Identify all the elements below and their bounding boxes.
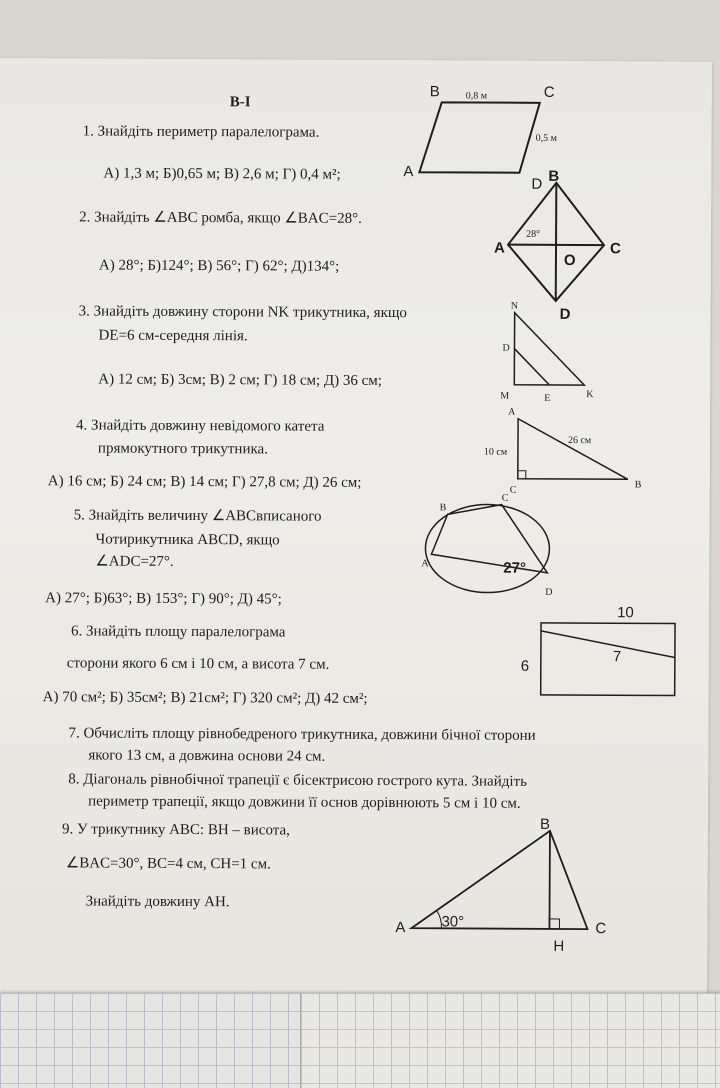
q1-label-d: D xyxy=(531,175,543,193)
q4-answers: А) 16 см; Б) 24 см; В) 14 см; Г) 27,8 см; Д) 26 см; xyxy=(47,473,362,491)
q9-line2: ∠BAC=30°, BC=4 см, CH=1 см. xyxy=(65,855,271,873)
q3-label-d: D xyxy=(502,342,510,354)
q1-parallelogram xyxy=(419,102,539,173)
q3-triangle-figure xyxy=(488,300,599,409)
q1-answers: А) 1,3 м; Б)0,65 м; В) 2,6 м; Г) 0,4 м²; xyxy=(103,165,341,183)
q5-label-c: C xyxy=(501,492,509,504)
q9-line1: 9. У трикутнику ABC: BH – висота, xyxy=(61,821,290,839)
q6-rectangle xyxy=(541,623,675,696)
variant-title: В-І xyxy=(229,94,251,111)
q9-triangle-figure xyxy=(391,816,622,967)
q5-label-angle: 27° xyxy=(503,559,527,577)
q2-label-o: O xyxy=(563,251,576,270)
q8-line1: 8. Діагональ рівнобічної трапеції є бісектрисою гострого кута. Знайдіть xyxy=(68,771,527,790)
q5-label-b: B xyxy=(439,502,447,514)
q6-answers: А) 70 см²; Б) 35см²; В) 21см²; Г) 320 см²; Д) 42 см²; xyxy=(42,689,368,707)
q5-answers: А) 27°; Б)63°; В) 153°; Г) 90°; Д) 45°; xyxy=(45,590,282,608)
q9-label-c: C xyxy=(595,920,607,938)
q2-text: 2. Знайдіть ∠ABC ромба, якщо ∠BAC=28°. xyxy=(79,209,362,227)
q1-label-top: 0,8 м xyxy=(465,90,488,102)
q6-label-top: 10 xyxy=(617,604,634,622)
q4-label-b: B xyxy=(634,479,642,491)
q7-line2: якого 13 см, а довжина основи 24 см. xyxy=(88,747,326,765)
q9-line3: Знайдіть довжину AH. xyxy=(85,893,230,911)
q4-right-triangle-figure xyxy=(480,401,660,496)
q4-label-a: A xyxy=(508,406,516,418)
q2-diagonal-bd xyxy=(556,183,557,301)
q3-label-k: K xyxy=(586,389,594,401)
q4-line2: прямокутного трикутника. xyxy=(97,440,269,458)
q5-inscribed-quadrilateral-figure xyxy=(417,490,568,601)
q1-label-c: C xyxy=(543,83,555,101)
q1-label-side: 0,5 м xyxy=(535,132,557,144)
q2-label-a: A xyxy=(493,239,505,257)
q9-label-b: B xyxy=(539,815,551,833)
grid-notebook-right xyxy=(300,993,720,1088)
q5-label-d: D xyxy=(545,586,553,598)
q1-parallelogram-figure xyxy=(399,80,580,193)
q4-line1: 4. Знайдіть довжину невідомого катета xyxy=(76,417,325,435)
q6-parallelogram-figure xyxy=(517,601,688,702)
q4-right-angle-mark xyxy=(518,471,526,479)
q6-label-side: 6 xyxy=(520,657,530,675)
q2-label-c: C xyxy=(609,240,621,258)
q2-diagonal-ac xyxy=(508,245,604,246)
q3-label-m: M xyxy=(500,390,510,402)
q9-label-angle: 30° xyxy=(441,913,465,931)
q9-right-angle-mark xyxy=(549,919,559,929)
q5-label-a: A xyxy=(421,558,429,570)
q2-label-b: B xyxy=(548,167,560,185)
q6-line1: 6. Знайдіть площу паралелограма xyxy=(70,623,286,641)
q6-line2: сторони якого 6 см і 10 см, а висота 7 см. xyxy=(66,655,330,673)
q5-quadrilateral xyxy=(431,504,547,573)
q4-label-hyp: 26 см xyxy=(567,434,592,447)
q6-label-height: 7 xyxy=(612,648,622,666)
q3-answers: А) 12 см; Б) 3см; В) 2 см; Г) 18 см; Д) 36 см; xyxy=(98,371,383,390)
q3-label-n: N xyxy=(510,300,518,312)
q5-line2: Чотирикутника ABCD, якщо xyxy=(95,531,280,549)
q9-label-h: H xyxy=(553,937,565,955)
q8-line2: периметр трапеції, якщо довжини її основ дорівнюють 5 см і 10 см. xyxy=(88,793,521,812)
q9-altitude-bh xyxy=(549,831,550,929)
q4-label-c: C xyxy=(509,484,517,496)
q9-triangle xyxy=(411,830,588,929)
q1-text: 1. Знайдіть периметр паралелограма. xyxy=(82,123,320,141)
q6-inner-line xyxy=(541,631,675,658)
q3-line1: 3. Знайдіть довжину сторони NK трикутника, якщо xyxy=(78,303,407,322)
q3-triangle xyxy=(514,313,584,385)
q3-label-e: E xyxy=(544,392,551,404)
q9-label-a: A xyxy=(395,919,406,937)
q3-line2: DE=6 см-середня лінія. xyxy=(98,327,248,345)
q2-label-angle: 28° xyxy=(526,228,541,240)
q1-label-a: A xyxy=(403,163,414,181)
worksheet-paper xyxy=(0,58,712,1002)
q3-midline-de xyxy=(514,349,549,385)
q4-label-leg: 10 см xyxy=(483,446,508,458)
q5-line1: 5. Знайдіть величину ∠ABCвписаного xyxy=(73,507,322,525)
q4-triangle xyxy=(518,419,628,480)
q1-label-b: B xyxy=(429,83,440,101)
q5-line3: ∠ADC=27°. xyxy=(95,553,174,570)
q2-label-d: D xyxy=(559,305,571,323)
q7-line1: 7. Обчисліть площу рівнобедреного трикутника, довжини бічної сторони xyxy=(68,725,536,744)
q2-answers: А) 28°; Б)124°; В) 56°; Г) 62°; Д)134°; xyxy=(98,257,340,275)
